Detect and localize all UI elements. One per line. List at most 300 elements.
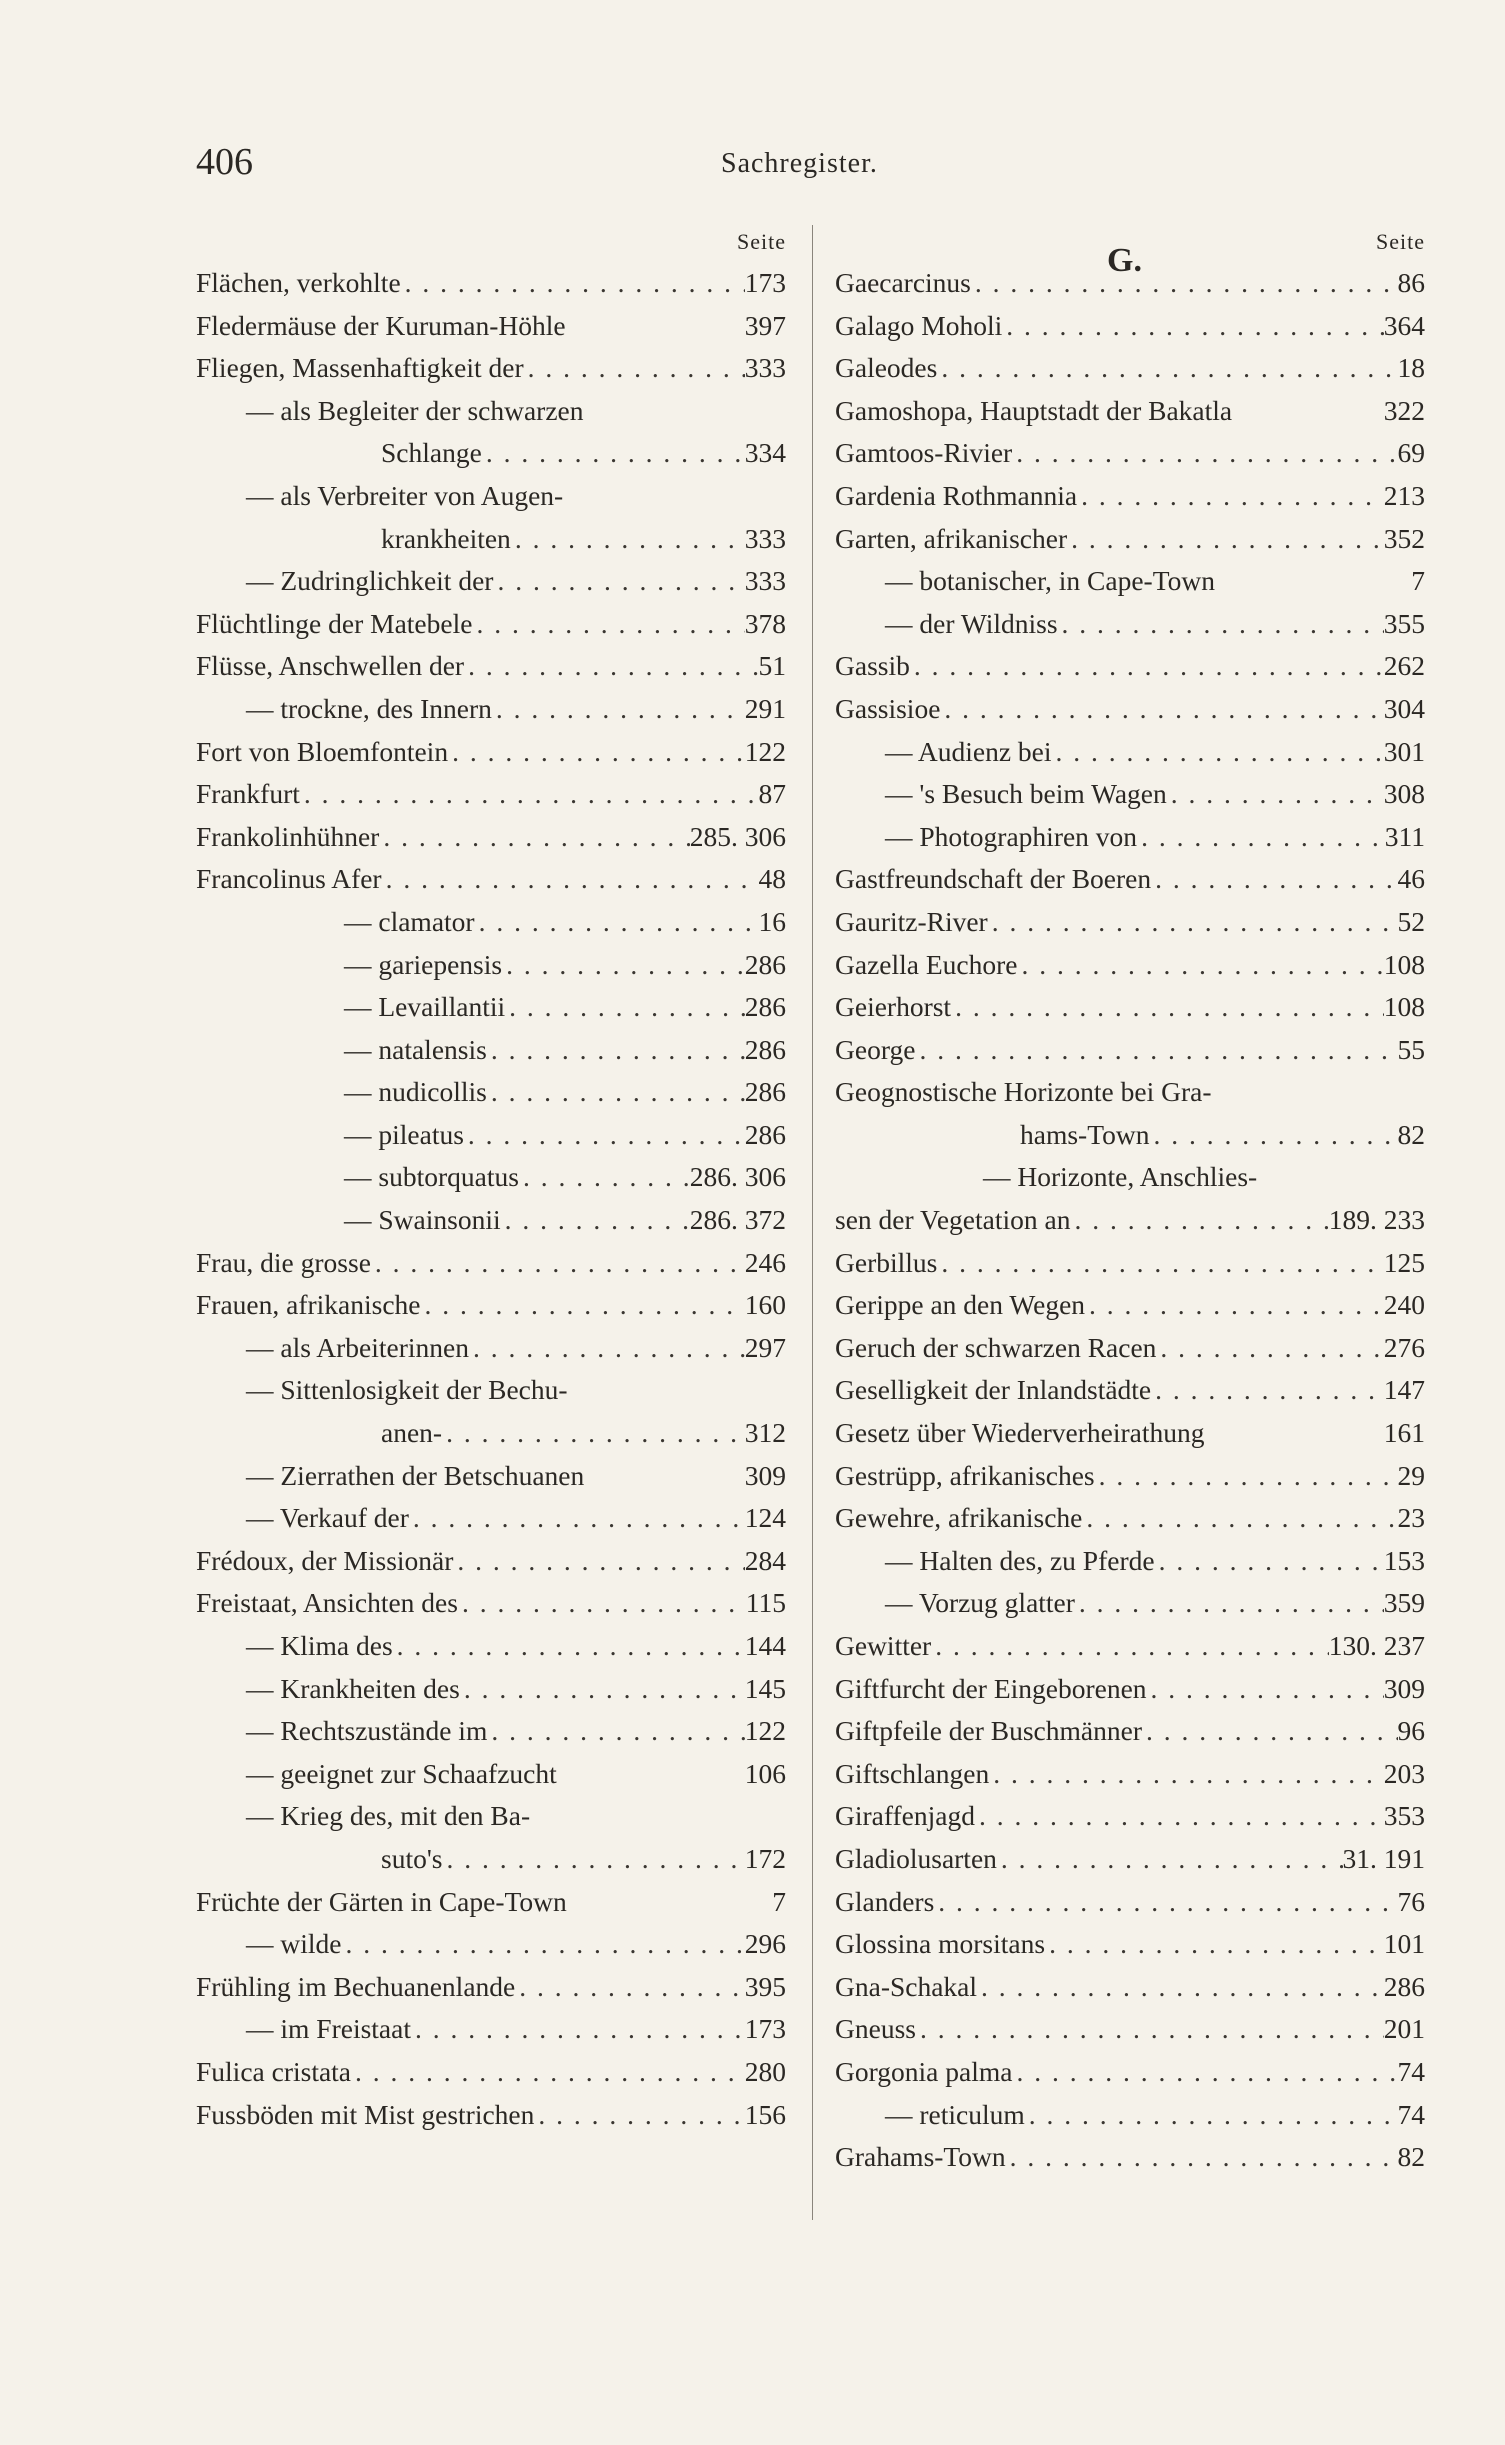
leader-dots <box>464 1114 745 1157</box>
index-entry <box>196 2094 786 2137</box>
index-entry <box>835 2136 1425 2179</box>
leader-dots <box>975 1795 1384 1838</box>
entry-term: Flüsse, Anschwellen der <box>196 650 465 682</box>
entry-pages: 213 <box>1383 479 1425 511</box>
leader-dots <box>443 1838 745 1881</box>
entry-pages: 172 <box>744 1842 786 1874</box>
entry-pages: 108 <box>1383 991 1425 1023</box>
index-entry <box>835 475 1425 518</box>
entry-term: Frauen, afrikanische <box>196 1289 421 1321</box>
entry-pages: 106 <box>744 1757 786 1789</box>
entry-term: Frankfurt <box>196 778 300 810</box>
index-entry <box>835 1753 1425 1796</box>
leader-dots <box>534 2094 744 2137</box>
index-entry <box>196 1838 786 1881</box>
index-entry <box>196 432 786 475</box>
entry-pages: 364 <box>1383 309 1425 341</box>
entry-pages: 144 <box>744 1630 786 1661</box>
entry-term: Gladiolusarten <box>835 1842 997 1874</box>
entry-pages: 74 <box>1397 2055 1425 2087</box>
entry-term: Geierhorst <box>835 991 952 1023</box>
index-entry <box>835 816 1425 859</box>
entry-pages: 156 <box>744 2098 786 2130</box>
entry-term: Frühling im Bechuanenlande <box>196 1970 516 2002</box>
entry-term: Freistaat, Ansichten des <box>196 1587 458 1619</box>
entry-term: anen- <box>381 1417 443 1449</box>
entry-pages: 285. 306 <box>689 820 786 852</box>
entry-term: Gesetz über Wiederverheirathung <box>835 1417 1205 1449</box>
entry-pages: 309 <box>744 1459 786 1491</box>
entry-pages: 82 <box>1397 1118 1425 1150</box>
entry-term: — Rechtszustände im <box>246 1715 488 1747</box>
index-entry <box>196 1029 786 1072</box>
leader-dots <box>1095 1455 1398 1498</box>
leader-dots <box>1070 1199 1328 1242</box>
index-entry <box>835 1455 1425 1498</box>
entry-pages: 161 <box>1383 1417 1425 1449</box>
index-entry <box>196 1753 786 1796</box>
entry-term: — wilde <box>246 1928 342 1960</box>
entry-pages: 355 <box>1383 607 1425 639</box>
entry-pages: 246 <box>744 1246 786 1278</box>
index-entry <box>196 1625 786 1668</box>
index-entry <box>196 944 786 987</box>
entry-term: — Photographiren von <box>885 820 1138 852</box>
leader-dots <box>1147 1668 1384 1711</box>
entry-pages: 74 <box>1397 2098 1425 2130</box>
leader-dots <box>502 944 745 987</box>
entry-pages: 359 <box>1383 1587 1425 1619</box>
entry-pages: 55 <box>1397 1033 1425 1065</box>
leader-dots <box>475 901 759 944</box>
entry-pages: 23 <box>1397 1502 1425 1534</box>
index-entry <box>835 1369 1425 1412</box>
index-entry <box>196 1199 786 1242</box>
entry-term: Giraffenjagd <box>835 1800 975 1832</box>
entry-term: Fussböden mit Mist gestrichen <box>196 2098 535 2130</box>
entry-term: Fort von Bloemfontein <box>196 735 449 767</box>
entry-pages: 304 <box>1383 692 1425 724</box>
running-head: Sachregister. <box>721 148 878 179</box>
leader-dots <box>997 1838 1343 1881</box>
leader-dots <box>1082 1497 1397 1540</box>
entry-pages: 86 <box>1397 267 1425 298</box>
entry-term: Gamtoos-Rivier <box>835 437 1013 469</box>
entry-term: Gastfreundschaft der Boeren <box>835 863 1152 895</box>
index-entry <box>835 1071 1425 1114</box>
leader-dots <box>1167 773 1384 816</box>
entry-term: — im Freistaat <box>246 2013 411 2045</box>
index-entry <box>196 1497 786 1540</box>
index-entry <box>196 1156 786 1199</box>
leader-dots <box>1045 1923 1384 1966</box>
entry-pages: 147 <box>1383 1374 1425 1406</box>
index-entry <box>835 731 1425 774</box>
leader-dots <box>511 518 745 561</box>
leader-dots <box>472 603 744 646</box>
entry-term: — als Begleiter der schwarzen <box>246 394 584 426</box>
index-entry <box>196 1242 786 1285</box>
index-entry <box>835 603 1425 646</box>
entry-term: Geognostische Horizonte bei Gra- <box>835 1076 1212 1108</box>
entry-term: Giftfurcht der Eingeborenen <box>835 1672 1147 1704</box>
entry-term: — als Verbreiter von Augen- <box>246 479 564 511</box>
entry-pages: 353 <box>1383 1800 1425 1832</box>
index-entry <box>196 1114 786 1157</box>
entry-pages: 352 <box>1383 522 1425 554</box>
entry-term: Gorgonia palma <box>835 2055 1013 2087</box>
entry-pages: 173 <box>744 267 786 298</box>
entry-term: — Krieg des, mit den Ba- <box>246 1800 531 1832</box>
entry-term: — Levaillantii <box>344 991 506 1023</box>
entry-term: — Horizonte, Anschlies- <box>983 1161 1258 1193</box>
leader-dots <box>524 347 745 390</box>
index-entry <box>835 2094 1425 2137</box>
entry-term: Gamoshopa, Hauptstadt der Bakatla <box>835 394 1233 426</box>
entry-pages: 173 <box>744 2013 786 2045</box>
index-entry <box>196 688 786 731</box>
leader-dots <box>341 1923 744 1966</box>
section-letter: G. <box>1107 242 1142 279</box>
entry-term: Flächen, verkohlte <box>196 267 401 298</box>
leader-dots <box>1149 1114 1397 1157</box>
entry-term: Gardenia Rothmannia <box>835 479 1078 511</box>
entry-term: Gneuss <box>835 2013 916 2045</box>
index-entry <box>196 1369 786 1412</box>
leader-dots <box>469 1327 745 1370</box>
entry-pages: 297 <box>744 1331 786 1363</box>
leader-dots <box>300 773 759 816</box>
leader-dots <box>1006 2136 1398 2179</box>
entry-term: — als Arbeiterinnen <box>246 1331 469 1363</box>
index-entry <box>835 1242 1425 1285</box>
index-entry <box>196 560 786 603</box>
leader-dots <box>519 1156 690 1199</box>
entry-term: — der Wildniss <box>885 607 1058 639</box>
entry-term: Gewehre, afrikanische <box>835 1502 1083 1534</box>
leader-dots <box>448 731 745 774</box>
entry-pages: 7 <box>1411 565 1425 597</box>
entry-pages: 52 <box>1397 905 1425 937</box>
leader-dots <box>453 1540 744 1583</box>
index-entry <box>835 518 1425 561</box>
entry-term: — gariepensis <box>344 948 503 980</box>
entry-term: — pileatus <box>344 1118 464 1150</box>
leader-dots <box>910 645 1384 688</box>
entry-term: Frédoux, der Missionär <box>196 1544 454 1576</box>
index-entry <box>835 1881 1425 1924</box>
leader-dots <box>1012 2051 1397 2094</box>
entry-pages: 130. 237 <box>1328 1630 1425 1661</box>
leader-dots <box>916 2008 1384 2051</box>
leader-dots <box>931 1625 1329 1668</box>
leader-dots <box>464 645 758 688</box>
index-entry <box>196 1071 786 1114</box>
leader-dots <box>487 1029 745 1072</box>
entry-term: Gerippe an den Wegen <box>835 1289 1086 1321</box>
index-entry <box>835 1156 1425 1199</box>
entry-pages: 286 <box>744 1033 786 1065</box>
leader-dots <box>971 262 1398 305</box>
leader-dots <box>1002 305 1383 348</box>
index-entry <box>835 390 1425 433</box>
leader-dots <box>401 262 745 305</box>
entry-term: — Sittenlosigkeit der Bechu- <box>246 1374 568 1406</box>
entry-pages: 308 <box>1383 778 1425 810</box>
entry-term: Francolinus Afer <box>196 863 382 895</box>
entry-pages: 69 <box>1397 437 1425 469</box>
index-entry <box>196 986 786 1029</box>
entry-term: — Halten des, zu Pferde <box>885 1544 1155 1576</box>
index-entry <box>196 901 786 944</box>
index-entry <box>196 475 786 518</box>
index-entry <box>835 1710 1425 1753</box>
entry-term: krankheiten <box>381 522 511 554</box>
leader-dots <box>1025 2094 1398 2137</box>
entry-pages: 203 <box>1383 1757 1425 1789</box>
entry-pages: 96 <box>1397 1715 1425 1747</box>
leader-dots <box>1085 1284 1384 1327</box>
index-entry <box>835 1327 1425 1370</box>
entry-pages: 201 <box>1383 2013 1425 2045</box>
entry-term: — natalensis <box>344 1033 487 1065</box>
entry-pages: 7 <box>772 1885 786 1917</box>
index-entry <box>196 1327 786 1370</box>
entry-pages: 333 <box>744 522 786 554</box>
index-entry <box>196 1710 786 1753</box>
entry-term: Gna-Schakal <box>835 1970 978 2002</box>
index-entry <box>196 1795 786 1838</box>
entry-term: — Swainsonii <box>344 1204 501 1236</box>
entry-term: Giftpfeile der Buschmänner <box>835 1715 1142 1747</box>
leader-dots <box>492 688 745 731</box>
entry-pages: 29 <box>1397 1459 1425 1491</box>
entry-pages: 18 <box>1397 352 1425 384</box>
leader-dots <box>937 1242 1383 1285</box>
index-entry <box>196 2051 786 2094</box>
index-entry <box>835 1540 1425 1583</box>
entry-term: Gassisioe <box>835 692 941 724</box>
index-entry <box>196 645 786 688</box>
leader-dots <box>1151 858 1397 901</box>
leader-dots <box>409 1497 745 1540</box>
index-entry <box>835 901 1425 944</box>
leader-dots <box>1017 944 1383 987</box>
leader-dots <box>1077 475 1384 518</box>
entry-pages: 309 <box>1383 1672 1425 1704</box>
leader-dots <box>977 1966 1384 2009</box>
entry-pages: 101 <box>1383 1928 1425 1960</box>
entry-term: Fulica cristata <box>196 2055 352 2087</box>
index-entry <box>196 390 786 433</box>
entry-pages: 291 <box>744 692 786 724</box>
leader-dots <box>487 1710 744 1753</box>
entry-pages: 333 <box>744 565 786 597</box>
index-column-right <box>835 222 1425 2179</box>
index-entry <box>196 1966 786 2009</box>
entry-term: Fliegen, Massenhaftigkeit der <box>196 352 524 384</box>
entry-pages: 395 <box>744 1970 786 2002</box>
entry-pages: 108 <box>1383 948 1425 980</box>
index-entry <box>196 1582 786 1625</box>
leader-dots <box>940 688 1383 731</box>
index-entry <box>835 560 1425 603</box>
leader-dots <box>411 2008 745 2051</box>
entry-pages: 124 <box>744 1502 786 1534</box>
entry-term: Frankolinhühner <box>196 820 380 852</box>
index-entry <box>835 432 1425 475</box>
entry-pages: 301 <box>1383 735 1425 767</box>
leader-dots <box>934 1881 1397 1924</box>
entry-term: — subtorquatus <box>344 1161 519 1193</box>
entry-term: — clamator <box>344 905 475 937</box>
index-entry <box>196 773 786 816</box>
index-entry <box>196 518 786 561</box>
index-entry <box>196 1881 786 1924</box>
seite-label: Seite <box>1376 229 1425 254</box>
entry-pages: 125 <box>1383 1246 1425 1278</box>
entry-term: Gauritz-River <box>835 905 988 937</box>
entry-pages: 397 <box>744 309 786 341</box>
entry-term: Glossina morsitans <box>835 1928 1046 1960</box>
entry-term: Geruch der schwarzen Racen <box>835 1331 1157 1363</box>
index-entry <box>835 1625 1425 1668</box>
entry-pages: 286. 372 <box>689 1204 786 1236</box>
entry-pages: 82 <box>1397 2141 1425 2173</box>
index-entry <box>835 1029 1425 1072</box>
index-entry <box>835 1668 1425 1711</box>
entry-pages: 286. 306 <box>689 1161 786 1193</box>
entry-term: Galeodes <box>835 352 938 384</box>
entry-pages: 284 <box>744 1544 786 1576</box>
index-entry <box>835 688 1425 731</box>
entry-pages: 51 <box>758 650 786 682</box>
entry-term: suto's <box>381 1842 443 1874</box>
entry-term: — Verkauf der <box>246 1502 409 1534</box>
entry-pages: 240 <box>1383 1289 1425 1321</box>
leader-dots <box>393 1625 745 1668</box>
entry-pages: 262 <box>1383 650 1425 682</box>
entry-term: hams-Town <box>1020 1118 1150 1150</box>
entry-term: Schlange <box>381 437 482 469</box>
leader-dots <box>501 1199 690 1242</box>
index-entry <box>835 1923 1425 1966</box>
entry-pages: 48 <box>758 863 786 895</box>
index-entry <box>196 731 786 774</box>
entry-term: Galago Moholi <box>835 309 1003 341</box>
entry-pages: 87 <box>758 778 786 810</box>
leader-dots <box>1075 1582 1384 1625</box>
entry-term: — geeignet zur Schaafzucht <box>246 1757 557 1789</box>
index-entry <box>835 1284 1425 1327</box>
index-entry <box>835 645 1425 688</box>
index-entry <box>196 2008 786 2051</box>
entry-term: — Klima des <box>246 1630 393 1661</box>
entry-term: — botanischer, in Cape-Town <box>885 565 1215 597</box>
entry-term: Gassib <box>835 650 910 682</box>
index-entry <box>835 347 1425 390</box>
page-header <box>196 140 1411 190</box>
entry-pages: 276 <box>1383 1331 1425 1363</box>
entry-term: — reticulum <box>885 2098 1025 2130</box>
entry-term: Fledermäuse der Kuruman-Höhle <box>196 309 566 341</box>
column-divider <box>812 225 813 2220</box>
index-entry <box>196 1540 786 1583</box>
entry-term: — trockne, des Innern <box>246 692 492 724</box>
entry-pages: 311 <box>1384 820 1425 852</box>
index-entry <box>196 603 786 646</box>
index-entry <box>196 816 786 859</box>
leader-dots <box>1012 432 1397 475</box>
entry-pages: 334 <box>744 437 786 469</box>
entry-pages: 286 <box>1383 1970 1425 2002</box>
entry-pages: 189. 233 <box>1328 1204 1425 1236</box>
entry-pages: 115 <box>745 1587 786 1619</box>
entry-pages: 378 <box>744 607 786 639</box>
entry-term: Früchte der Gärten in Cape-Town <box>196 1885 567 1917</box>
leader-dots <box>487 1071 745 1114</box>
entry-term: — 's Besuch beim Wagen <box>885 778 1167 810</box>
leader-dots <box>937 347 1397 390</box>
entry-pages: 322 <box>1383 394 1425 426</box>
entry-pages: 122 <box>744 735 786 767</box>
index-column-left <box>196 222 786 2136</box>
entry-term: Glanders <box>835 1885 935 1917</box>
seite-label: Seite <box>737 229 786 254</box>
index-entry <box>835 1497 1425 1540</box>
entry-pages: 286 <box>744 1076 786 1108</box>
entry-pages: 76 <box>1397 1885 1425 1917</box>
entry-term: Gazella Euchore <box>835 948 1018 980</box>
entry-term: Frau, die grosse <box>196 1246 371 1278</box>
index-entry <box>196 305 786 348</box>
index-entry <box>835 1582 1425 1625</box>
index-entry <box>196 1455 786 1498</box>
index-entry <box>835 773 1425 816</box>
index-entry <box>196 1923 786 1966</box>
entry-pages: 312 <box>744 1417 786 1449</box>
entry-pages: 296 <box>744 1928 786 1960</box>
entry-term: Gestrüpp, afrikanisches <box>835 1459 1095 1491</box>
index-entry <box>835 858 1425 901</box>
entry-term: — nudicollis <box>344 1076 487 1108</box>
index-entry <box>835 1795 1425 1838</box>
index-entry <box>196 1412 786 1455</box>
leader-dots <box>915 1029 1397 1072</box>
leader-dots <box>1067 518 1384 561</box>
entry-pages: 145 <box>744 1672 786 1704</box>
index-entry <box>196 347 786 390</box>
index-entry <box>835 1199 1425 1242</box>
page-number: 406 <box>196 141 253 183</box>
leader-dots <box>379 816 689 859</box>
entry-term: — Audienz bei <box>885 735 1052 767</box>
leader-dots <box>371 1242 745 1285</box>
entry-pages: 153 <box>1383 1544 1425 1576</box>
entry-pages: 286 <box>744 991 786 1023</box>
entry-term: — Zierrathen der Betschuanen <box>246 1459 585 1491</box>
index-entry <box>835 1412 1425 1455</box>
index-entry <box>196 1668 786 1711</box>
entry-term: Grahams-Town <box>835 2141 1006 2173</box>
entry-term: Gewitter <box>835 1630 932 1661</box>
leader-dots <box>382 858 759 901</box>
leader-dots <box>1052 731 1384 774</box>
entry-pages: 160 <box>744 1289 786 1321</box>
entry-term: Flüchtlinge der Matebele <box>196 607 473 639</box>
index-entry <box>835 305 1425 348</box>
leader-dots <box>442 1412 745 1455</box>
